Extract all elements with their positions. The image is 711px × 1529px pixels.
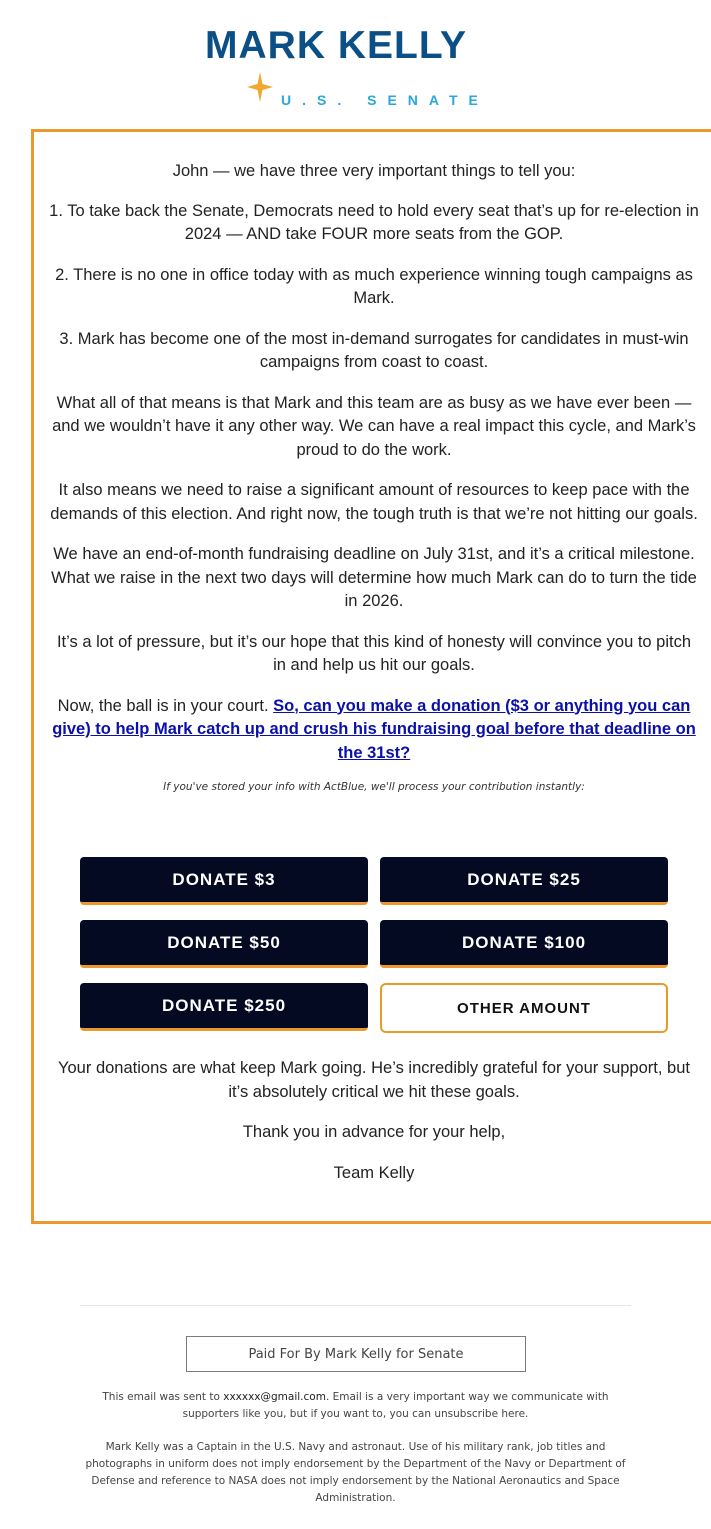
donate-250-button[interactable]: DONATE $250 [80,983,368,1031]
sent-to-notice [80,1389,631,1423]
actblue-note: If you've stored your info with ActBlue, we'll process your contribution instantly: [163,781,585,793]
thanks-line: Thank you in advance for your help, [242,1123,506,1141]
point-3: 3. Mark has become one of the most in-demand surrogates for candidates in must-win campaigns from coast to coast. [59,329,689,371]
ask-prefix: Now, the ball is in your court. [57,696,269,715]
sent-mid: . Email is a very important way we communicate with supporters like you, but if you want to, you can [182,1391,609,1420]
mark-kelly-logo[interactable] [205,24,507,108]
sent-prefix: This email was sent to [102,1391,224,1403]
closing-paragraph: Your donations are what keep Mark going. He’s incredibly grateful for your support, but it’s absolutely critical we hit these goals. [58,1059,690,1101]
logo-subtitle: U.S. SENATE [281,92,489,108]
paragraph-pressure: It’s a lot of pressure, but it’s our hope that this kind of honesty will convince you to pitch in and help us hit our goals. [56,632,692,674]
paragraph-busy: What all of that means is that Mark and this team are as busy as we have ever been — and we wouldn’t have it any other way. We can have a real impact this cycle, and Mark’s proud to do the work. [52,393,696,459]
message-body [49,160,699,800]
ask-paragraph [49,695,699,766]
footer-divider [80,1305,631,1306]
paragraph-deadline: We have an end-of-month fundraising deadline on July 31st, and it’s a critical milestone. What we raise in the next two days will determine how much Mark can do to turn the tide in 2026. [51,545,697,610]
point-2: 2. There is no one in office today with as much experience winning tough campaigns as Mark. [55,265,693,307]
signature: Team Kelly [333,1163,415,1182]
donate-50-button[interactable]: DONATE $50 [80,920,368,968]
greeting: John — we have three very important things to tell you: [172,162,576,180]
closing-section [49,1057,699,1202]
paragraph-resources: It also means we need to raise a significant amount of resources to keep pace with the demands of this election. And right now, the tough truth is that we’re not hitting our goals. [50,481,698,523]
recipient-email[interactable]: xxxxxx@gmail.com [223,1391,326,1403]
donate-25-button[interactable]: DONATE $25 [380,857,668,905]
unsubscribe-link[interactable]: unsubscribe here [434,1408,526,1420]
donate-100-button[interactable]: DONATE $100 [380,920,668,968]
email-header [0,0,711,128]
donate-3-button[interactable]: DONATE $3 [80,857,368,905]
star-icon [247,72,273,102]
navy-disclaimer: Mark Kelly was a Captain in the U.S. Navy and astronaut. Use of his military rank, job titles and photographs in uniform does not imply endorsement by the Department of the Navy or Department of Defense and reference to NASA does not imply endorsement by the National Aeronautics and Space Administration. [85,1441,626,1504]
sent-end: . [525,1408,529,1420]
point-1: 1. To take back the Senate, Democrats need to hold every seat that’s up for re-election in 2024 — AND take FOUR more seats from the GOP. [49,201,699,243]
paid-for-box: Paid For By Mark Kelly for Senate [186,1336,526,1372]
donation-ask-link[interactable]: So, can you make a donation ($3 or anything you can give) to help Mark catch up and crush his fundraising goal before that deadline on the 31st? [52,696,696,762]
other-amount-button[interactable]: OTHER AMOUNT [380,983,668,1033]
logo-name: MARK KELLY [205,24,468,67]
